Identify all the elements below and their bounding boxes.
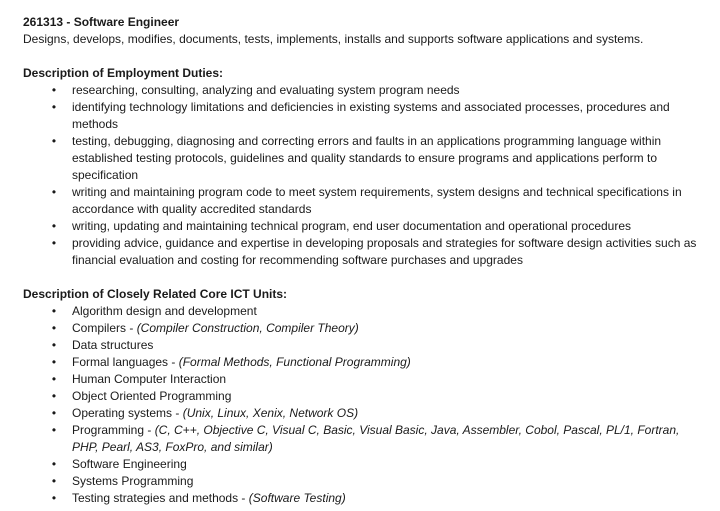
bullet-icon: •: [51, 321, 57, 335]
list-item: [23, 405, 703, 422]
spacer: [23, 48, 703, 65]
units-heading: Description of Closely Related Core ICT Units:: [23, 287, 288, 301]
unit-label: Programming -: [72, 423, 155, 437]
unit-note: (Software Testing): [248, 491, 346, 505]
list-item: [23, 456, 703, 473]
spacer: [23, 269, 703, 286]
unit-label: Testing strategies and methods -: [72, 491, 249, 505]
list-item: [23, 473, 703, 490]
duty-text: researching, consulting, analyzing and evaluating system program needs: [72, 83, 460, 97]
unit-note: (Unix, Linux, Xenix, Network OS): [182, 406, 359, 420]
unit-label: Data structures: [72, 338, 154, 352]
list-item: [23, 337, 703, 354]
list-item: [23, 490, 703, 507]
list-item: [23, 388, 703, 405]
unit-label: Formal languages -: [72, 355, 179, 369]
bullet-icon: •: [51, 372, 57, 386]
unit-note: (Formal Methods, Functional Programming): [178, 355, 411, 369]
unit-label: Systems Programming: [72, 474, 194, 488]
unit-label: Algorithm design and development: [72, 304, 257, 318]
duty-text: testing, debugging, diagnosing and correcting errors and faults in an applications programming language within established testing protocols, guidelines and quality standards to ensure programs and applications perform to specification: [72, 134, 662, 182]
duty-text: identifying technology limitations and deficiencies in existing systems and associated processes, procedures and methods: [72, 100, 670, 131]
unit-label: Compilers -: [72, 321, 137, 335]
unit-note: (Compiler Construction, Compiler Theory): [136, 321, 359, 335]
list-item: [23, 99, 703, 133]
bullet-icon: •: [51, 83, 57, 97]
occupation-summary: Designs, develops, modifies, documents, tests, implements, installs and supports software applications and systems.: [23, 32, 644, 46]
duties-list: [23, 82, 703, 269]
duty-text: writing, updating and maintaining technical program, end user documentation and operational procedures: [72, 219, 632, 233]
list-item: [23, 82, 703, 99]
bullet-icon: •: [51, 338, 57, 352]
bullet-icon: •: [51, 355, 57, 369]
list-item: [23, 371, 703, 388]
unit-label: Software Engineering: [72, 457, 187, 471]
list-item: [23, 354, 703, 371]
unit-note: (C, C++, Objective C, Visual C, Basic, Visual Basic, Java, Assembler, Cobol, Pascal, PL/1, Fortran, PHP, Pearl, AS3, FoxPro, and similar): [72, 423, 680, 454]
bullet-icon: •: [51, 423, 57, 437]
bullet-icon: •: [51, 457, 57, 471]
bullet-icon: •: [51, 219, 57, 233]
bullet-icon: •: [51, 236, 57, 250]
bullet-icon: •: [51, 134, 57, 148]
list-item: [23, 320, 703, 337]
unit-label: Operating systems -: [72, 406, 183, 420]
unit-label: Human Computer Interaction: [72, 372, 227, 386]
duties-heading: Description of Employment Duties:: [23, 66, 224, 80]
list-item: [23, 133, 703, 184]
bullet-icon: •: [51, 389, 57, 403]
list-item: [23, 303, 703, 320]
bullet-icon: •: [51, 100, 57, 114]
list-item: [23, 422, 703, 456]
bullet-icon: •: [51, 185, 57, 199]
list-item: [23, 218, 703, 235]
duty-text: writing and maintaining program code to meet system requirements, system designs and technical specifications in accordance with quality accredited standards: [72, 185, 682, 216]
duty-text: providing advice, guidance and expertise in developing proposals and strategies for software design activities such as financial evaluation and costing for recommending software purchases and upgrades: [72, 236, 697, 267]
list-item: [23, 235, 703, 269]
unit-label: Object Oriented Programming: [72, 389, 232, 403]
occupation-title: 261313 - Software Engineer: [23, 15, 180, 29]
bullet-icon: •: [51, 491, 57, 505]
list-item: [23, 184, 703, 218]
bullet-icon: •: [51, 304, 57, 318]
bullet-icon: •: [51, 474, 57, 488]
units-list: [23, 303, 703, 507]
bullet-icon: •: [51, 406, 57, 420]
